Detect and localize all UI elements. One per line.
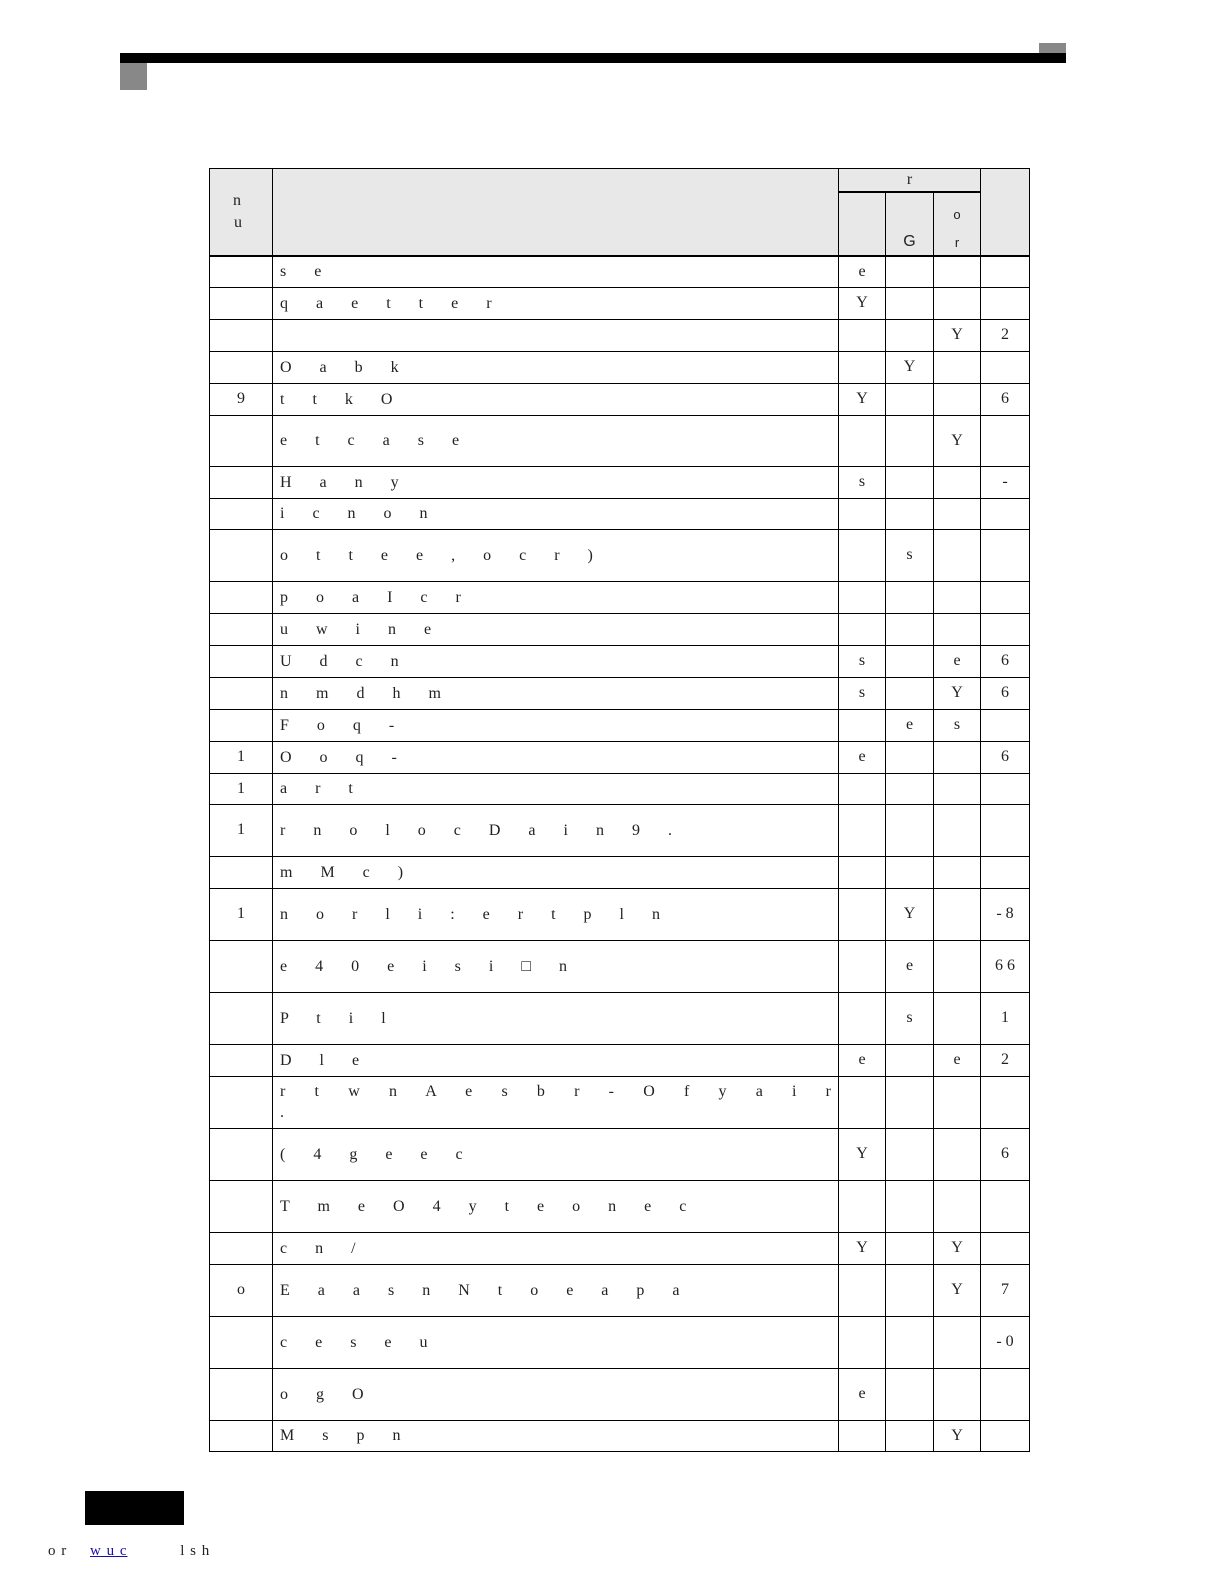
- row-page: 6: [981, 383, 1030, 415]
- row-description: o g O: [273, 1368, 839, 1420]
- table-row: [210, 529, 1030, 581]
- row-mark-c: [934, 256, 981, 287]
- row-number: [210, 1368, 273, 1420]
- table-row: [210, 1316, 1030, 1368]
- row-mark-a: [839, 992, 886, 1044]
- row-description: r t w n A e s b r - O f y a i r .: [273, 1076, 839, 1128]
- row-mark-c: [934, 1316, 981, 1368]
- row-mark-c: [934, 351, 981, 383]
- table-row: [210, 613, 1030, 645]
- row-number: [210, 319, 273, 351]
- row-number: [210, 529, 273, 581]
- row-page: [981, 773, 1030, 804]
- row-page: [981, 709, 1030, 741]
- row-mark-a: [839, 1316, 886, 1368]
- row-description: ( 4 g e e c: [273, 1128, 839, 1180]
- row-mark-c: [934, 466, 981, 498]
- row-mark-a: s: [839, 466, 886, 498]
- row-number: [210, 1316, 273, 1368]
- row-page: - 8: [981, 888, 1030, 940]
- group-column-header: [839, 169, 981, 193]
- row-page: 1: [981, 992, 1030, 1044]
- row-number: [210, 256, 273, 287]
- row-mark-b: [886, 856, 934, 888]
- row-number: o: [210, 1264, 273, 1316]
- row-number: [210, 498, 273, 529]
- row-page: [981, 1232, 1030, 1264]
- table-row: [210, 1044, 1030, 1076]
- row-mark-a: Y: [839, 287, 886, 319]
- row-page: 6: [981, 741, 1030, 773]
- footer-link[interactable]: w u c: [90, 1543, 128, 1559]
- table-row: [210, 415, 1030, 466]
- row-page: [981, 1368, 1030, 1420]
- row-mark-a: [839, 415, 886, 466]
- row-mark-a: [839, 581, 886, 613]
- row-mark-b: [886, 498, 934, 529]
- row-mark-a: [839, 1076, 886, 1128]
- row-mark-a: Y: [839, 383, 886, 415]
- page-column-header: [981, 169, 1030, 257]
- row-description: H a n y: [273, 466, 839, 498]
- row-page: [981, 498, 1030, 529]
- table-row: [210, 940, 1030, 992]
- row-mark-c: [934, 529, 981, 581]
- row-mark-c: Y: [934, 1420, 981, 1451]
- row-description: n m d h m: [273, 677, 839, 709]
- row-mark-a: [839, 804, 886, 856]
- sub-column-a-header: [839, 192, 886, 256]
- row-page: [981, 256, 1030, 287]
- table-row: [210, 1180, 1030, 1232]
- row-mark-a: [839, 319, 886, 351]
- row-page: [981, 1076, 1030, 1128]
- description-column-header: [273, 169, 839, 257]
- row-description: p o a I c r: [273, 581, 839, 613]
- row-page: [981, 856, 1030, 888]
- row-number: [210, 351, 273, 383]
- table-row: [210, 351, 1030, 383]
- row-mark-a: e: [839, 1368, 886, 1420]
- row-mark-b: [886, 1180, 934, 1232]
- number-header-line-2: u: [234, 214, 242, 231]
- row-mark-b: [886, 741, 934, 773]
- row-mark-b: [886, 581, 934, 613]
- row-number: [210, 940, 273, 992]
- row-description: F o q -: [273, 709, 839, 741]
- row-number: 9: [210, 383, 273, 415]
- row-mark-b: s: [886, 992, 934, 1044]
- row-mark-b: [886, 1368, 934, 1420]
- row-number: [210, 613, 273, 645]
- table-row: [210, 709, 1030, 741]
- row-description: u w i n e: [273, 613, 839, 645]
- sub-column-c-header: [934, 192, 981, 256]
- table-row: [210, 1264, 1030, 1316]
- row-number: [210, 466, 273, 498]
- row-number: [210, 709, 273, 741]
- row-mark-c: [934, 856, 981, 888]
- row-mark-a: [839, 613, 886, 645]
- row-mark-b: [886, 677, 934, 709]
- row-description: c n /: [273, 1232, 839, 1264]
- row-mark-a: e: [839, 741, 886, 773]
- row-mark-b: Y: [886, 351, 934, 383]
- table-row: [210, 256, 1030, 287]
- row-description: c e s e u: [273, 1316, 839, 1368]
- row-mark-a: [839, 1264, 886, 1316]
- row-number: [210, 645, 273, 677]
- row-mark-a: [839, 856, 886, 888]
- row-mark-a: [839, 773, 886, 804]
- row-description: r n o l o c D a i n 9 .: [273, 804, 839, 856]
- group-header-label: r: [906, 171, 913, 188]
- footer-suffix: l s h: [180, 1543, 211, 1559]
- row-page: - 0: [981, 1316, 1030, 1368]
- parameter-table: [209, 168, 1030, 1452]
- table-row: [210, 645, 1030, 677]
- row-number: [210, 992, 273, 1044]
- row-number: 1: [210, 888, 273, 940]
- table-row: [210, 804, 1030, 856]
- table-row: [210, 466, 1030, 498]
- row-description: e 4 0 e i s i □ n: [273, 940, 839, 992]
- sub-column-b-header: [886, 192, 934, 256]
- row-description: s e: [273, 256, 839, 287]
- table-row: [210, 498, 1030, 529]
- row-mark-c: [934, 992, 981, 1044]
- row-page: 6: [981, 1128, 1030, 1180]
- row-number: [210, 1180, 273, 1232]
- table-row: [210, 1128, 1030, 1180]
- chapter-tab-marker: [120, 63, 147, 90]
- row-page: [981, 581, 1030, 613]
- row-description: m M c ): [273, 856, 839, 888]
- table-row: [210, 1076, 1030, 1128]
- row-mark-c: [934, 287, 981, 319]
- row-description: n o r l i : e r t p l n: [273, 888, 839, 940]
- row-mark-c: [934, 1180, 981, 1232]
- sub-column-c-line-2: r: [954, 235, 960, 250]
- row-page: [981, 529, 1030, 581]
- table-row: [210, 856, 1030, 888]
- table-row: [210, 1368, 1030, 1420]
- row-mark-a: [839, 351, 886, 383]
- row-page: -: [981, 466, 1030, 498]
- header-rule: [120, 53, 1066, 63]
- row-description: q a e t t e r: [273, 287, 839, 319]
- row-description: M s p n: [273, 1420, 839, 1451]
- row-page: 6: [981, 645, 1030, 677]
- page-number-block: [85, 1491, 184, 1525]
- number-column-header: [210, 169, 273, 257]
- row-mark-b: [886, 319, 934, 351]
- row-mark-a: e: [839, 1044, 886, 1076]
- row-mark-b: s: [886, 529, 934, 581]
- row-mark-a: Y: [839, 1128, 886, 1180]
- row-number: [210, 1128, 273, 1180]
- row-page: [981, 804, 1030, 856]
- row-mark-a: [839, 888, 886, 940]
- row-mark-c: Y: [934, 415, 981, 466]
- row-mark-b: [886, 1076, 934, 1128]
- row-mark-a: [839, 709, 886, 741]
- row-mark-a: s: [839, 677, 886, 709]
- row-page: [981, 351, 1030, 383]
- row-page: 6: [981, 677, 1030, 709]
- row-description: a r t: [273, 773, 839, 804]
- table-row: [210, 1232, 1030, 1264]
- row-mark-c: [934, 1368, 981, 1420]
- row-mark-b: [886, 613, 934, 645]
- row-description: T m e O 4 y t e o n e c: [273, 1180, 839, 1232]
- number-header-line-1: n: [233, 192, 241, 209]
- row-mark-c: [934, 888, 981, 940]
- row-mark-b: Y: [886, 888, 934, 940]
- table-row: [210, 319, 1030, 351]
- row-mark-b: [886, 1316, 934, 1368]
- row-mark-a: [839, 498, 886, 529]
- row-description: P t i l: [273, 992, 839, 1044]
- row-mark-c: e: [934, 1044, 981, 1076]
- row-mark-a: [839, 940, 886, 992]
- row-mark-c: Y: [934, 677, 981, 709]
- row-mark-b: [886, 773, 934, 804]
- row-mark-c: Y: [934, 1264, 981, 1316]
- row-number: [210, 581, 273, 613]
- row-mark-c: [934, 1076, 981, 1128]
- row-mark-c: [934, 613, 981, 645]
- row-mark-b: e: [886, 709, 934, 741]
- row-page: [981, 287, 1030, 319]
- row-mark-b: [886, 415, 934, 466]
- row-description: t t k O: [273, 383, 839, 415]
- row-description: E a a s n N t o e a p a: [273, 1264, 839, 1316]
- row-mark-b: [886, 1420, 934, 1451]
- row-number: [210, 1232, 273, 1264]
- row-number: [210, 1044, 273, 1076]
- row-description: e t c a s e: [273, 415, 839, 466]
- row-mark-a: Y: [839, 1232, 886, 1264]
- row-mark-a: [839, 1420, 886, 1451]
- row-description: i c n o n: [273, 498, 839, 529]
- row-page: [981, 1420, 1030, 1451]
- row-mark-c: [934, 1128, 981, 1180]
- row-number: [210, 287, 273, 319]
- table-row: [210, 287, 1030, 319]
- footer-prefix: o r: [48, 1543, 68, 1559]
- row-mark-b: [886, 383, 934, 415]
- table-row: [210, 1420, 1030, 1451]
- row-mark-a: [839, 1180, 886, 1232]
- row-mark-c: s: [934, 709, 981, 741]
- row-page: [981, 613, 1030, 645]
- row-number: [210, 1420, 273, 1451]
- sub-column-b-label: G: [903, 233, 916, 250]
- row-description: O o q -: [273, 741, 839, 773]
- row-mark-c: [934, 581, 981, 613]
- row-mark-b: [886, 1044, 934, 1076]
- sub-column-c-line-1: o: [953, 207, 961, 222]
- row-mark-c: Y: [934, 319, 981, 351]
- row-mark-a: [839, 529, 886, 581]
- row-description: O a b k: [273, 351, 839, 383]
- row-mark-c: [934, 773, 981, 804]
- row-mark-c: [934, 804, 981, 856]
- row-mark-b: [886, 645, 934, 677]
- row-mark-b: [886, 466, 934, 498]
- table-row: [210, 581, 1030, 613]
- table-row: [210, 677, 1030, 709]
- row-mark-b: [886, 804, 934, 856]
- table-row: [210, 888, 1030, 940]
- row-number: [210, 415, 273, 466]
- row-description: [273, 319, 839, 351]
- row-mark-b: [886, 287, 934, 319]
- row-number: 1: [210, 804, 273, 856]
- row-mark-c: [934, 498, 981, 529]
- row-number: [210, 677, 273, 709]
- row-number: [210, 1076, 273, 1128]
- table-row: [210, 992, 1030, 1044]
- row-mark-b: [886, 1128, 934, 1180]
- row-page: [981, 415, 1030, 466]
- row-number: 1: [210, 773, 273, 804]
- row-number: [210, 856, 273, 888]
- row-page: 2: [981, 1044, 1030, 1076]
- row-page: 6 6: [981, 940, 1030, 992]
- row-mark-c: [934, 940, 981, 992]
- row-mark-a: s: [839, 645, 886, 677]
- row-description: o t t e e , o c r ): [273, 529, 839, 581]
- row-mark-b: [886, 256, 934, 287]
- table-row: [210, 383, 1030, 415]
- row-description: D l e: [273, 1044, 839, 1076]
- footer-text: [48, 1543, 210, 1560]
- table-row: [210, 773, 1030, 804]
- row-description: U d c n: [273, 645, 839, 677]
- row-page: 2: [981, 319, 1030, 351]
- row-mark-c: [934, 383, 981, 415]
- row-mark-b: [886, 1264, 934, 1316]
- row-mark-c: e: [934, 645, 981, 677]
- row-number: 1: [210, 741, 273, 773]
- table-row: [210, 741, 1030, 773]
- row-mark-a: e: [839, 256, 886, 287]
- row-mark-c: [934, 741, 981, 773]
- row-mark-c: Y: [934, 1232, 981, 1264]
- row-page: [981, 1180, 1030, 1232]
- row-mark-b: [886, 1232, 934, 1264]
- row-page: 7: [981, 1264, 1030, 1316]
- row-mark-b: e: [886, 940, 934, 992]
